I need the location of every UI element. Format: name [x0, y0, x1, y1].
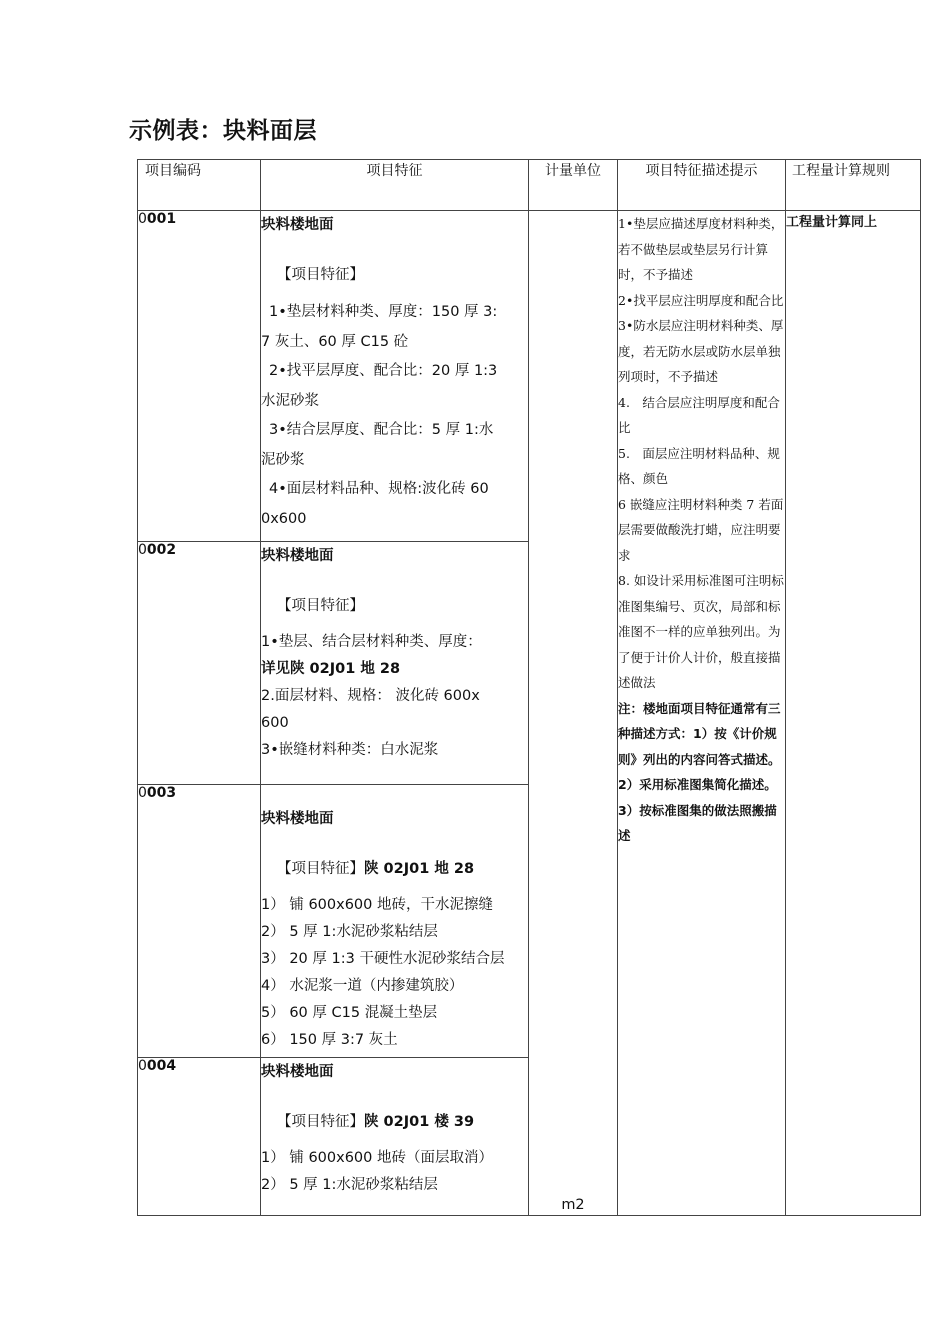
header-code: 项目编码 — [138, 160, 261, 211]
feature-line: 2•找平层厚度、配合比：20 厚 1:3 — [269, 363, 498, 379]
feature-line: 1•垫层、结合层材料种类、厚度： — [261, 634, 482, 650]
feature-line: 4） 水泥浆一道（内掺建筑胶） — [261, 978, 464, 994]
feature-line: 3•结合层厚度、配合比：5 厚 1:水 — [269, 422, 494, 438]
feature-line: 6） 150 厚 3:7 灰土 — [261, 1032, 398, 1048]
feature-line: 3•嵌缝材料种类：白水泥浆 — [261, 742, 439, 758]
item-code: 0004 — [138, 1058, 261, 1216]
header-hint: 项目特征描述提示 — [618, 160, 786, 211]
table-row — [138, 211, 921, 542]
hint-item: 2•找平层应注明厚度和配合比 — [618, 292, 784, 308]
hint-cell — [618, 211, 786, 1216]
hint-note: 注：楼地面项目特征通常有三种描述方式：1）按《计价规则》列出的内容问答式描述。2）采用标准图集简化描述。3）按标准图集的做法照搬描述 — [618, 700, 781, 843]
hint-item: 3•防水层应注明材料种类、厚度，若无防水层或防水层单独列项时，不予描述 — [618, 318, 784, 384]
feature-line: 泥砂浆 — [261, 451, 305, 468]
feature-subtitle: 【项目特征】陕 02J01 楼 39 — [277, 1113, 475, 1130]
feature-line: 1） 铺 600x600 地砖（面层取消） — [261, 1150, 493, 1166]
hint-item: 1•垫层应描述厚度材料种类，若不做垫层或垫层另行计算时，不予描述 — [618, 216, 784, 282]
hint-item: 8. 如设计采用标准图可注明标准图集编号、页次，局部和标准图不一样的应单独列出。为了便于计价人计价，般直接描述做法 — [618, 573, 784, 690]
feature-line: 4•面层材料品种、规格:波化砖 60 — [269, 481, 489, 497]
feature-subtitle: 【项目特征】陕 02J01 地 28 — [277, 860, 475, 877]
item-feature — [261, 542, 529, 785]
rule-cell: 工程量计算同上 — [786, 211, 921, 1216]
unit-value: m2 — [561, 1197, 585, 1213]
feature-title: 块料楼地面 — [261, 548, 334, 564]
feature-subtitle: 【项目特征】 — [277, 266, 364, 283]
table-header-row — [138, 160, 921, 211]
feature-title: 块料楼地面 — [261, 217, 334, 233]
feature-table — [137, 159, 921, 1216]
feature-line: 600 — [261, 715, 289, 731]
item-code: 0001 — [138, 211, 261, 542]
header-unit: 计量单位 — [529, 160, 618, 211]
item-code: 0002 — [138, 542, 261, 785]
feature-line: 2） 5 厚 1:水泥砂浆粘结层 — [261, 924, 438, 940]
feature-line: 2） 5 厚 1:水泥砂浆粘结层 — [261, 1177, 438, 1193]
item-feature — [261, 785, 529, 1058]
page-title: 示例表：块料面层 — [129, 118, 317, 144]
header-rule: 工程量计算规则 — [786, 160, 921, 211]
feature-line: 5） 60 厚 C15 混凝土垫层 — [261, 1005, 438, 1021]
unit-cell — [529, 211, 618, 1216]
feature-title: 块料楼地面 — [261, 811, 334, 827]
feature-line: 2.面层材料、规格： 波化砖 600x — [261, 688, 480, 704]
hint-item: 6 嵌缝应注明材料种类 7 若面层需要做酸洗打蜡，应注明要求 — [618, 496, 784, 563]
feature-line: 1•垫层材料种类、厚度：150 厚 3: — [269, 304, 498, 320]
feature-line: 0x600 — [261, 510, 307, 527]
feature-line: 详见陕 02J01 地 28 — [261, 661, 401, 677]
feature-line: 7 灰土、60 厚 C15 砼 — [261, 333, 409, 350]
header-feature: 项目特征 — [261, 160, 529, 211]
hint-item: 4. 结合层应注明厚度和配合比 — [618, 394, 780, 435]
feature-line: 3） 20 厚 1:3 干硬性水泥砂浆结合层 — [261, 951, 505, 967]
item-code: 0003 — [138, 785, 261, 1058]
feature-subtitle: 【项目特征】 — [277, 597, 364, 614]
item-feature — [261, 1058, 529, 1216]
feature-line: 水泥砂浆 — [261, 392, 319, 409]
hint-item: 5. 面层应注明材料品种、规格、颜色 — [618, 445, 780, 486]
item-feature — [261, 211, 529, 542]
feature-line: 1） 铺 600x600 地砖，干水泥擦缝 — [261, 897, 493, 913]
feature-title: 块料楼地面 — [261, 1064, 334, 1080]
